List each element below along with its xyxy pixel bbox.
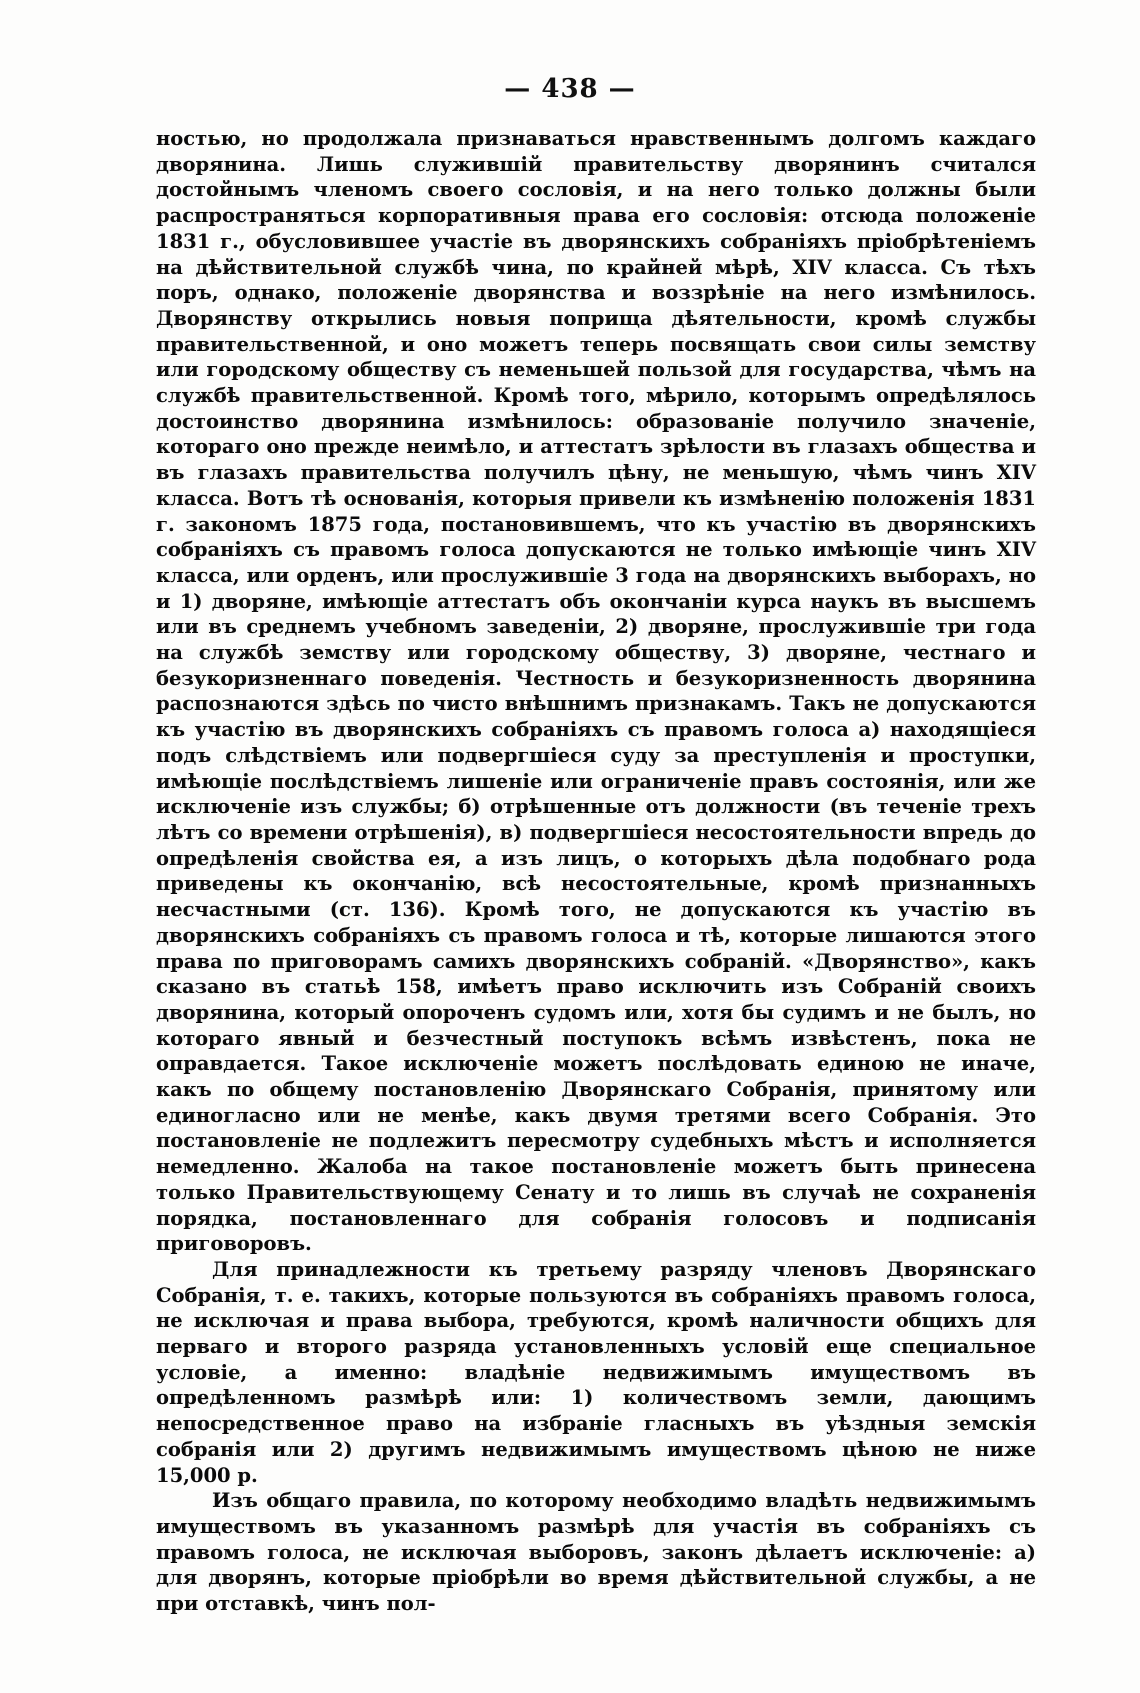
page-number: — 438 — (504, 74, 636, 104)
paragraph-2: Для принадлежности къ третьему разряду членовъ Дворянскаго Собранія, т. е. такихъ, которые пользуются въ собраніяхъ правомъ голоса, не исключая и права выбора, требуются, кромѣ наличности общихъ для перваго и второго разряда установленныхъ условій еще специальное условіе, а именно: владѣніе недвижимымъ имуществомъ въ опредѣленномъ размѣрѣ или: 1) количествомъ земли, дающимъ непосредственное право на избраніе гласныхъ въ уѣздныя земскія собранія или 2) другимъ недвижимымъ имуществомъ цѣною не ниже 15,000 р. (156, 1257, 1036, 1487)
paragraph-3: Изъ общаго правила, по которому необходимо владѣть недвижимымъ имуществомъ въ указанномъ размѣрѣ для участія въ собраніяхъ съ правомъ голоса, не исключая выборовъ, законъ дѣлаетъ исключеніе: а) для дворянъ, которые пріобрѣли во время дѣйствительной службы, а не при отставкѣ, чинъ пол- (156, 1489, 1036, 1616)
body-text (156, 126, 1036, 1617)
paragraph-1: ностью, но продолжала признаваться нравственнымъ долгомъ каждаго дворянина. Лишь служившій правительству дворянинъ считался достойнымъ членомъ своего сословія, и на него только должны были распространяться корпоративныя права его сословія: отсюда положеніе 1831 г., обусловившее участіе въ дворянскихъ собраніяхъ пріобрѣтеніемъ на дѣйствительной службѣ чина, по крайней мѣрѣ, XIV класса. Съ тѣхъ поръ, однако, положеніе дворянства и воззрѣніе на него измѣнилось. Дворянству открылись новыя поприща дѣятельности, кромѣ службы правительственной, и оно можетъ теперь посвящать свои силы земству или городскому обществу съ неменьшей пользой для государства, чѣмъ на службѣ правительственной. Кромѣ того, мѣрило, которымъ опредѣлялось достоинство дворянина измѣнилось: образованіе получило значеніе, котораго оно прежде неимѣло, и аттестатъ зрѣлости въ глазахъ общества и въ глазахъ правительства получилъ цѣну, не меньшую, чѣмъ чинъ XIV класса. Вотъ тѣ основанія, которыя привели къ измѣненію положенія 1831 г. закономъ 1875 года, постановившемъ, что къ участію въ дворянскихъ собраніяхъ съ правомъ голоса допускаются не только имѣющіе чинъ XIV класса, или орденъ, или прослужившіе 3 года на дворянскихъ выборахъ, но и 1) дворяне, имѣющіе аттестатъ объ окончаніи курса наукъ въ высшемъ или въ среднемъ учебномъ заведеніи, 2) дворяне, прослужившіе три года на службѣ земству или городскому обществу, 3) дворяне, честнаго и безукоризненнаго поведенія. Честность и безукоризненность дворянина распознаются здѣсь по чисто внѣшнимъ признакамъ. Такъ не допускаются къ участію въ дворянскихъ собраніяхъ съ правомъ голоса а) находящіеся подъ слѣдствіемъ или подвергшіеся суду за преступленія и проступки, имѣющіе послѣдствіемъ лишеніе или ограниченіе правъ состоянія, или же исключеніе изъ службы; б) отрѣшенные отъ должности (въ теченіе трехъ лѣтъ со времени отрѣшенія), в) подвергшіеся несостоятельности впредь до опредѣленія свойства ея, а изъ лицъ, о которыхъ дѣла подобнаго рода приведены къ окончанію, всѣ несостоятельные, кромѣ признанныхъ несчастными (ст. 136). Кромѣ того, не допускаются къ участію въ дворянскихъ собраніяхъ съ правомъ голоса и тѣ, которые лишаются этого права по приговорамъ самихъ дворянскихъ собраній. «Дворянство», какъ сказано въ статьѣ 158, имѣетъ право исключить изъ Собраній своихъ дворянина, который опороченъ судомъ или, хотя бы судимъ и не былъ, но котораго явный и безчестный поступокъ всѣмъ извѣстенъ, пока не оправдается. Такое исключеніе можетъ послѣдовать единою не иначе, какъ по общему постановленію Дворянскаго Собранія, принятому или единогласно или не менѣе, какъ двумя третями всего Собранія. Это постановленіе не подлежитъ пересмотру судебныхъ мѣстъ и исполняется немедленно. Жалоба на такое постановленіе можетъ быть принесена только Правительствующему Сенату и то лишь въ случаѣ не сохраненія порядка, постановленнаго для собранія голосовъ и подписанія приговоровъ. (156, 127, 1036, 1256)
